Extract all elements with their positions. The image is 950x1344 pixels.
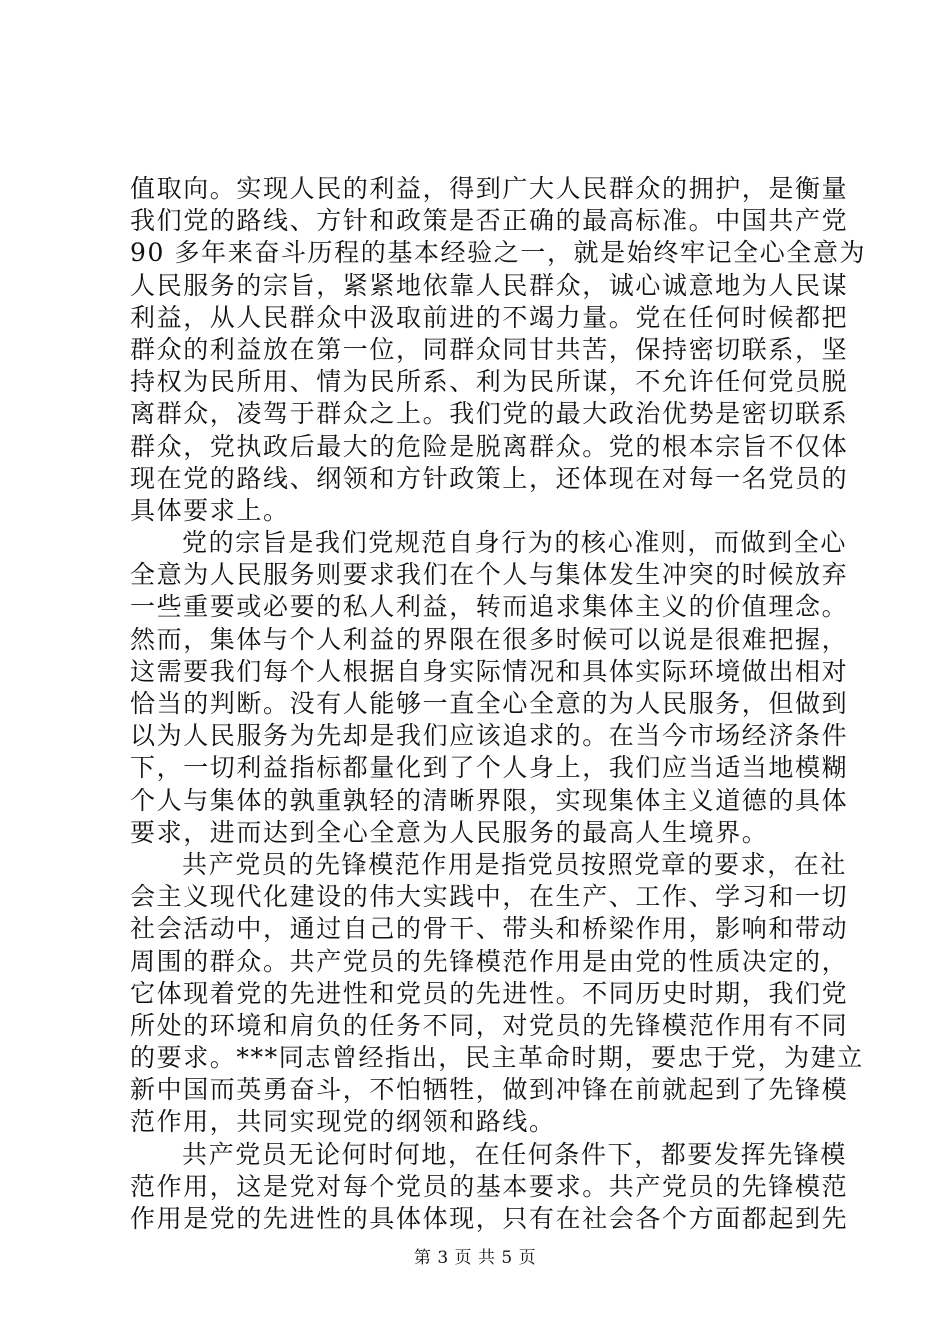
text-line: 然而，集体与个人利益的界限在很多时候可以说是很难把握， — [130, 624, 849, 654]
text-line: 新中国而英勇奋斗，不怕牺牲，做到冲锋在前就起到了先锋模 — [130, 1075, 849, 1105]
text-line: 以为人民服务为先却是我们应该追求的。在当今市场经济条件 — [130, 721, 849, 751]
text-line: 社会活动中，通过自己的骨干、带头和桥梁作用，影响和带动 — [130, 914, 849, 944]
text-line: 会主义现代化建设的伟大实践中，在生产、工作、学习和一切 — [130, 882, 849, 912]
text-line: 范作用，这是党对每个党员的基本要求。共产党员的先锋模范 — [130, 1171, 849, 1201]
text-line: 群众，党执政后最大的危险是脱离群众。党的根本宗旨不仅体 — [130, 431, 849, 461]
text-line: 具体要求上。 — [130, 495, 290, 525]
text-line: 共产党员的先锋模范作用是指党员按照党章的要求，在社 — [182, 849, 848, 879]
text-line: 恰当的判断。没有人能够一直全心全意的为人民服务，但做到 — [130, 689, 849, 718]
text-line: 一些重要或必要的私人利益，转而追求集体主义的价值理念。 — [130, 592, 849, 622]
text-line: 的要求。***同志曾经指出，民主革命时期，要忠于党，为建立 — [130, 1043, 864, 1073]
text-line: 离群众，凌驾于群众之上。我们党的最大政治优势是密切联系 — [130, 399, 849, 429]
text-line: 所处的环境和肩负的任务不同，对党员的先锋模范作用有不同 — [130, 1010, 849, 1040]
text-line: 90 多年来奋斗历程的基本经验之一，就是始终牢记全心全意为 — [130, 238, 867, 268]
text-line: 群众的利益放在第一位，同群众同甘共苦，保持密切联系，坚 — [130, 334, 849, 364]
text-line: 现在党的路线、纲领和方针政策上，还体现在对每一名党员的 — [130, 463, 849, 493]
text-line: 下，一切利益指标都量化到了个人身上，我们应当适当地模糊 — [130, 753, 849, 783]
document-body — [130, 173, 867, 1235]
text-line: 作用是党的先进性的具体体现，只有在社会各个方面都起到先 — [130, 1204, 849, 1233]
text-line: 全意为人民服务则要求我们在个人与集体发生冲突的时候放弃 — [130, 560, 849, 590]
text-line: 人民服务的宗旨，紧紧地依靠人民群众，诚心诚意地为人民谋 — [130, 270, 849, 300]
text-line: 周围的群众。共产党员的先锋模范作用是由党的性质决定的， — [130, 946, 849, 976]
text-line: 它体现着党的先进性和党员的先进性。不同历史时期，我们党 — [130, 978, 849, 1008]
text-line: 这需要我们每个人根据自身实际情况和具体实际环境做出相对 — [130, 656, 849, 686]
text-line: 值取向。实现人民的利益，得到广大人民群众的拥护，是衡量 — [130, 174, 849, 203]
text-line: 党的宗旨是我们党规范自身行为的核心准则，而做到全心 — [182, 528, 848, 558]
text-line: 利益，从人民群众中汲取前进的不竭力量。党在任何时候都把 — [130, 302, 849, 332]
text-line: 持权为民所用、情为民所系、利为民所谋，不允许任何党员脱 — [130, 367, 849, 397]
page-footer: 第 3 页 共 5 页 — [413, 1248, 537, 1268]
text-line: 我们党的路线、方针和政策是否正确的最高标准。中国共产党 — [130, 206, 849, 236]
text-line: 范作用，共同实现党的纲领和路线。 — [130, 1107, 556, 1137]
text-line: 个人与集体的孰重孰轻的清晰界限，实现集体主义道德的具体 — [130, 785, 849, 815]
text-line: 要求，进而达到全心全意为人民服务的最高人生境界。 — [130, 817, 769, 847]
text-line: 共产党员无论何时何地，在任何条件下，都要发挥先锋模 — [182, 1139, 848, 1169]
